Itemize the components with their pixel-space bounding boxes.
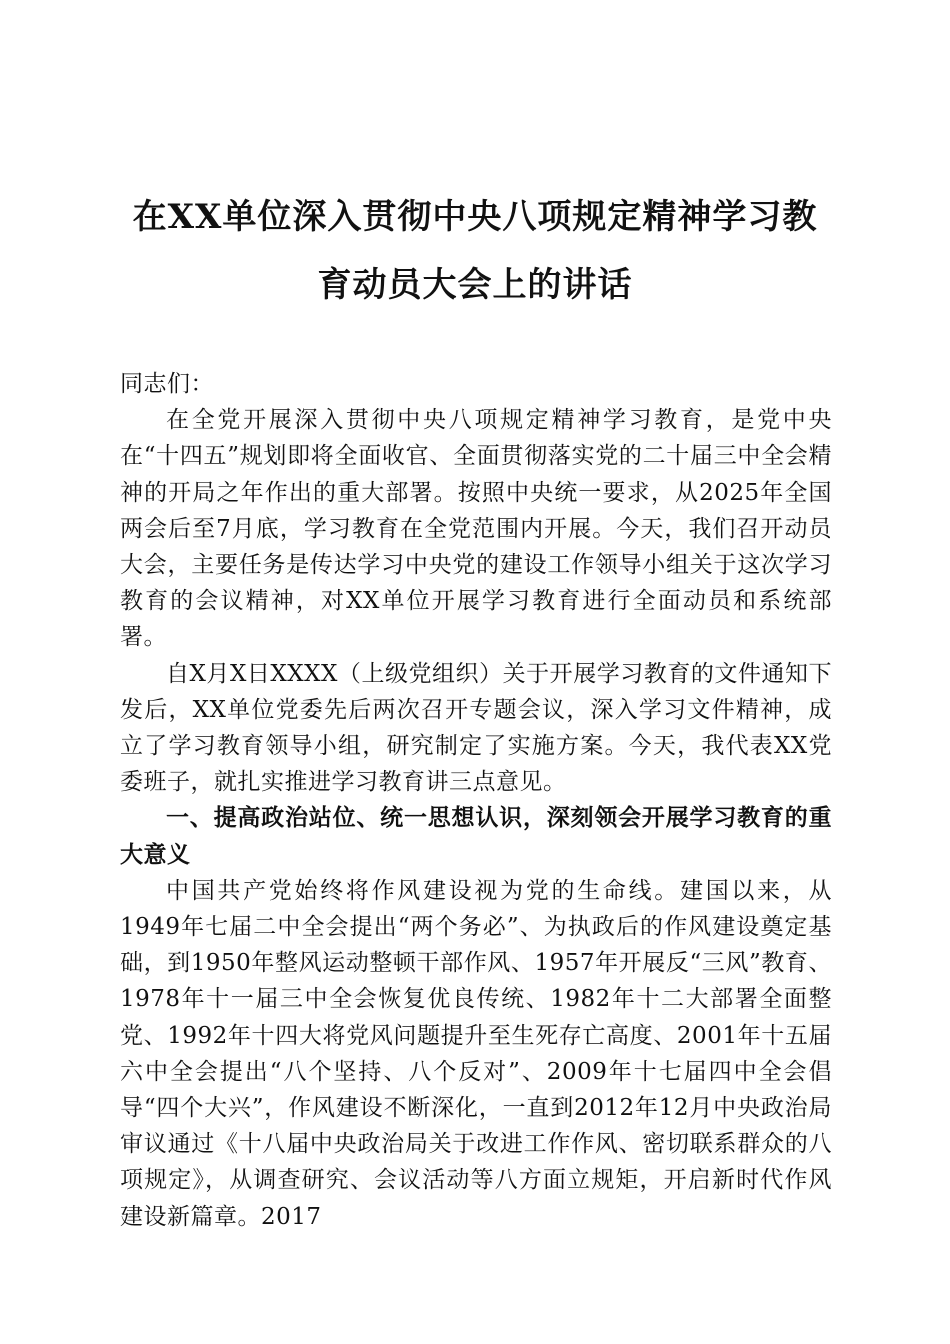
document-title-line-2: 育动员大会上的讲话 xyxy=(317,265,633,305)
document-body xyxy=(120,366,832,1235)
document-title-line-1: 在XX单位深入贯彻中央八项规定精神学习教 xyxy=(132,197,818,237)
section-paragraph-1: 中国共产党始终将作风建设视为党的生命线。建国以来，从1949年七届二中全会提出“两个务必”、为执政后的作风建设奠定基础，到1950年整风运动整顿干部作风、1957年开展反“三风”教育、1978年十一届三中全会恢复优良传统、1982年十二大部署全面整党、1992年十四大将党风问题提升至生死存亡高度、2001年十五届六中全会提出“八个坚持、八个反对”、2009年十七届四中全会倡导“四个大兴”，作风建设不断深化，一直到2012年12月中央政治局审议通过《十八届中央政治局关于改进工作作风、密切联系群众的八项规定》，从调查研究、会议活动等八方面立规矩，开启新时代作风建设新篇章。2017 xyxy=(120,877,832,1230)
salutation: 同志们： xyxy=(120,371,214,397)
paragraph-intro: 在全党开展深入贯彻中央八项规定精神学习教育，是党中央在“十四五”规划即将全面收官、全面贯彻落实党的二十届三中全会精神的开局之年作出的重大部署。按照中央统一要求，从2025年全国两会后至7月底，学习教育在全党范围内开展。今天，我们召开动员大会，主要任务是传达学习中央党的建设工作领导小组关于这次学习教育的会议精神，对XX单位开展学习教育进行全面动员和系统部署。 xyxy=(120,407,832,651)
paragraph-background: 自X月X日XXXX（上级党组织）关于开展学习教育的文件通知下发后，XX单位党委先后两次召开专题会议，深入学习文件精神，成立了学习教育领导小组，研究制定了实施方案。今天，我代表XX党委班子，就扎实推进学习教育讲三点意见。 xyxy=(120,660,832,796)
section-heading-1: 一、提高政治站位、统一思想认识，深刻领会开展学习教育的重大意义 xyxy=(120,804,832,868)
